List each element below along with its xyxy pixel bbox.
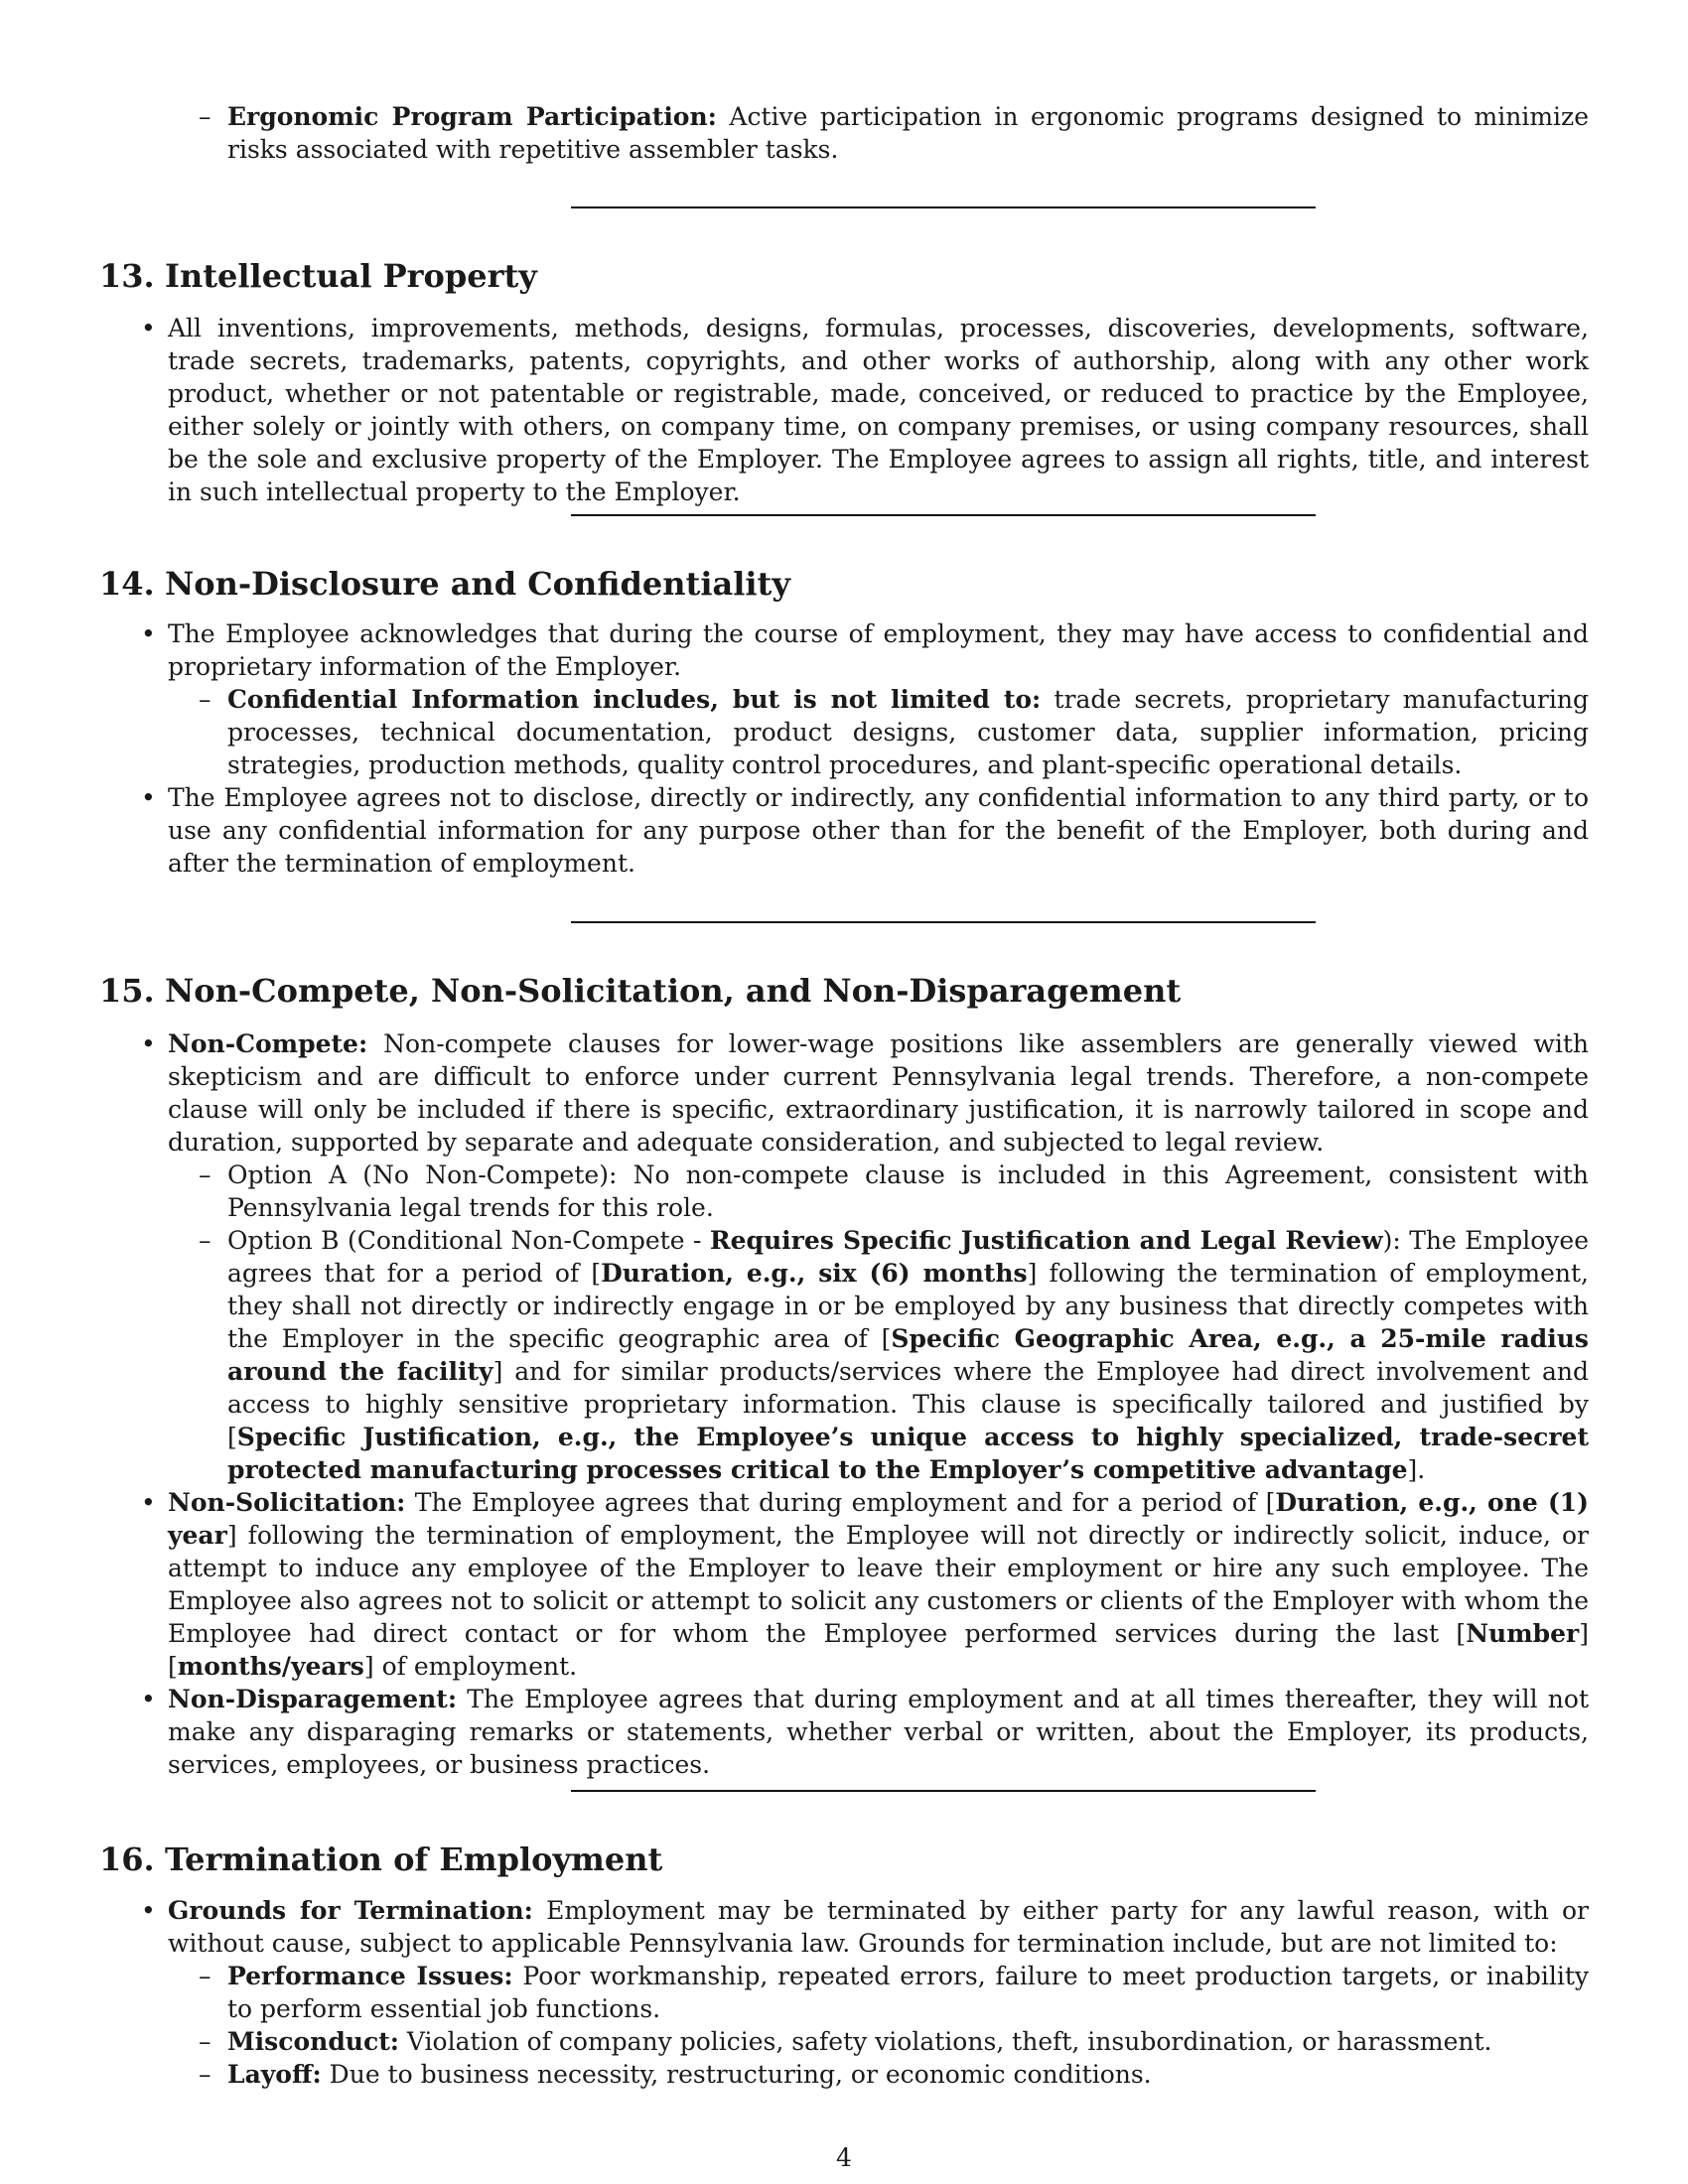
bullet-marker: • bbox=[141, 783, 156, 812]
non-disparagement-text: The Employee agrees that during employment and at all times thereafter, they will not make any disparaging remarks or statements, whether verbal or written, about the Employer, its products, services, employees, or business practices. bbox=[168, 1685, 1589, 1779]
sub-item-option-a bbox=[99, 1159, 1589, 1224]
non-compete-text: Non-compete clauses for lower-wage positions like assemblers are generally viewed with skepticism and are difficult to enforce under current Pennsylvania legal trends. Therefore, a non-compete clause will only be included if there is specific, extraordinary justification, it is narrowly tailored in scope and duration, supported by separate and adequate consideration, and subjected to legal review. bbox=[168, 1029, 1589, 1157]
sub-item-misconduct bbox=[99, 2025, 1589, 2058]
section-divider bbox=[571, 921, 1316, 923]
list-item bbox=[99, 1027, 1589, 1159]
section-number: 13. bbox=[99, 257, 155, 295]
list-item bbox=[99, 781, 1589, 880]
misconduct-text: Violation of company policies, safety violations, theft, insubordination, or harassment. bbox=[398, 2027, 1492, 2056]
list-item bbox=[99, 1486, 1589, 1683]
list-item bbox=[99, 1894, 1589, 1960]
bullet-marker: • bbox=[141, 1685, 156, 1713]
non-compete-label: Non-Compete: bbox=[168, 1029, 368, 1058]
section-15-heading bbox=[99, 971, 1181, 1011]
dash-marker: – bbox=[199, 1226, 211, 1255]
section-number: 14. bbox=[99, 565, 155, 603]
ci-label: Confidential Information includes, but is not limited to: bbox=[227, 685, 1042, 714]
grounds-text: Employment may be terminated by either party for any lawful reason, with or without cause, subject to applicable Pennsylvania law. Grounds for termination include, but are not limited to: bbox=[168, 1896, 1590, 1958]
layoff-text: Due to business necessity, restructuring, or economic conditions. bbox=[321, 2060, 1152, 2089]
section-title: Non-Compete, Non-Solicitation, and Non-Disparagement bbox=[165, 972, 1182, 1010]
non-solicitation-text: ] of employment. bbox=[363, 1652, 578, 1681]
misconduct-label: Misconduct: bbox=[227, 2027, 399, 2056]
option-b-justification: Specific Justification, e.g., the Employee’s unique access to highly specialized, trade-secret protected manufacturing processes critical to the Employer’s competitive advantage bbox=[227, 1423, 1589, 1484]
layoff-label: Layoff: bbox=[227, 2060, 322, 2089]
bullet-marker: • bbox=[141, 619, 156, 648]
option-b-bold: Requires Specific Justification and Legal Review bbox=[709, 1226, 1383, 1255]
nda-agreement-text: The Employee agrees not to disclose, directly or indirectly, any confidential information to any third party, or to use any confidential information for any purpose other than for the benefit of the Employer, both during and after the termination of employment. bbox=[168, 783, 1589, 878]
bullet-marker: • bbox=[141, 1896, 156, 1925]
non-solicitation-number: Number bbox=[1466, 1619, 1580, 1648]
option-b-text: Option B (Conditional Non-Compete - bbox=[227, 1226, 710, 1255]
ergonomic-label: Ergonomic Program Participation: bbox=[227, 102, 717, 131]
option-a-text: Option A (No Non-Compete): No non-compete clause is included in this Agreement, consistent with Pennsylvania legal trends for this role. bbox=[227, 1160, 1589, 1222]
dash-marker: – bbox=[199, 2027, 211, 2056]
option-b-text: ]. bbox=[1407, 1455, 1426, 1484]
section-15-body bbox=[99, 1027, 1589, 1781]
option-b-area: Specific Geographic Area, e.g., a 25-mile radius around the facility bbox=[227, 1324, 1589, 1386]
section-title: Intellectual Property bbox=[165, 257, 537, 295]
section-title: Non-Disclosure and Confidentiality bbox=[165, 565, 790, 603]
bullet-marker: • bbox=[141, 314, 156, 342]
option-b-text: ] following the termination of employment, they shall not directly or indirectly engage in or be employed by any business that directly competes with the Employer in the specific geographic area of [ bbox=[227, 1259, 1590, 1353]
ci-text: trade secrets, proprietary manufacturing processes, technical documentation, product designs, customer data, supplier information, pricing strategies, production methods, quality control procedures, and plant-specific operational details. bbox=[227, 685, 1589, 779]
list-item bbox=[99, 617, 1589, 683]
section-number: 15. bbox=[99, 972, 155, 1010]
sub-item-option-b bbox=[99, 1224, 1589, 1486]
section-divider bbox=[571, 1790, 1316, 1792]
nda-acknowledgement-text: The Employee acknowledges that during the course of employment, they may have access to confidential and proprietary information of the Employer. bbox=[168, 619, 1589, 681]
non-solicitation-text: ] following the termination of employment, the Employee will not directly or indirectly solicit, induce, or attempt to induce any employee of the Employer to leave their employment or hire any such employee. The Employee also agrees not to solicit or attempt to solicit any customers or clients of the Employer with whom the Employee had direct contact or for whom the Employee performed services during the last [ bbox=[168, 1521, 1589, 1648]
sub-item-ergonomic bbox=[99, 100, 1589, 166]
option-b-text: ): The Employee agrees that for a period of [ bbox=[227, 1226, 1589, 1288]
bullet-marker: • bbox=[141, 1029, 156, 1058]
list-item bbox=[99, 1683, 1589, 1781]
performance-label: Performance Issues: bbox=[227, 1962, 513, 1990]
section-14-heading bbox=[99, 564, 790, 604]
section-13-heading bbox=[99, 256, 537, 296]
dash-marker: – bbox=[199, 685, 211, 714]
section-16-heading bbox=[99, 1840, 662, 1879]
ip-text: All inventions, improvements, methods, designs, formulas, processes, discoveries, developments, software, trade secrets, trademarks, patents, copyrights, and other works of authorship, along with any other work product, whether or not patentable or registrable, made, conceived, or reduced to practice by the Employee, either solely or jointly with others, on company time, on company premises, or using company resources, shall be the sole and exclusive property of the Employer. The Employee agrees to assign all rights, title, and interest in such intellectual property to the Employer. bbox=[168, 314, 1589, 506]
section-13-body bbox=[99, 312, 1589, 508]
dash-marker: – bbox=[199, 1160, 211, 1189]
page-number: 4 bbox=[836, 2143, 852, 2172]
section-16-body bbox=[99, 1894, 1589, 2091]
option-b-text: ] and for similar products/services where the Employee had direct involvement and access to highly sensitive proprietary information. This clause is specifically tailored and justified by [ bbox=[227, 1357, 1590, 1451]
non-disparagement-label: Non-Disparagement: bbox=[168, 1685, 458, 1713]
non-solicitation-period: months/years bbox=[177, 1652, 364, 1681]
section-divider bbox=[571, 514, 1316, 516]
grounds-label: Grounds for Termination: bbox=[168, 1896, 533, 1925]
dash-marker: – bbox=[199, 102, 211, 131]
section-divider bbox=[571, 206, 1316, 208]
performance-text: Poor workmanship, repeated errors, failure to meet production targets, or inability to perform essential job functions. bbox=[227, 1962, 1589, 2023]
sub-item-performance bbox=[99, 1960, 1589, 2025]
section-number: 16. bbox=[99, 1841, 155, 1878]
dash-marker: – bbox=[199, 2060, 211, 2089]
option-b-duration: Duration, e.g., six (6) months bbox=[601, 1259, 1028, 1288]
section-12-continuation bbox=[99, 100, 1589, 166]
non-solicitation-label: Non-Solicitation: bbox=[168, 1488, 406, 1517]
ergonomic-text: Active participation in ergonomic programs designed to minimize risks associated with repetitive assembler tasks. bbox=[227, 102, 1590, 164]
non-solicitation-text: The Employee agrees that during employment and for a period of [ bbox=[405, 1488, 1276, 1517]
sub-item-confidential-info bbox=[99, 683, 1589, 781]
non-solicitation-duration: Duration, e.g., one (1) year bbox=[168, 1488, 1589, 1550]
section-title: Termination of Employment bbox=[165, 1841, 663, 1878]
sub-item-layoff bbox=[99, 2058, 1589, 2091]
bullet-marker: • bbox=[141, 1488, 156, 1517]
list-item bbox=[99, 312, 1589, 508]
section-14-body bbox=[99, 617, 1589, 880]
dash-marker: – bbox=[199, 1962, 211, 1990]
non-solicitation-text: ] [ bbox=[168, 1619, 1589, 1681]
